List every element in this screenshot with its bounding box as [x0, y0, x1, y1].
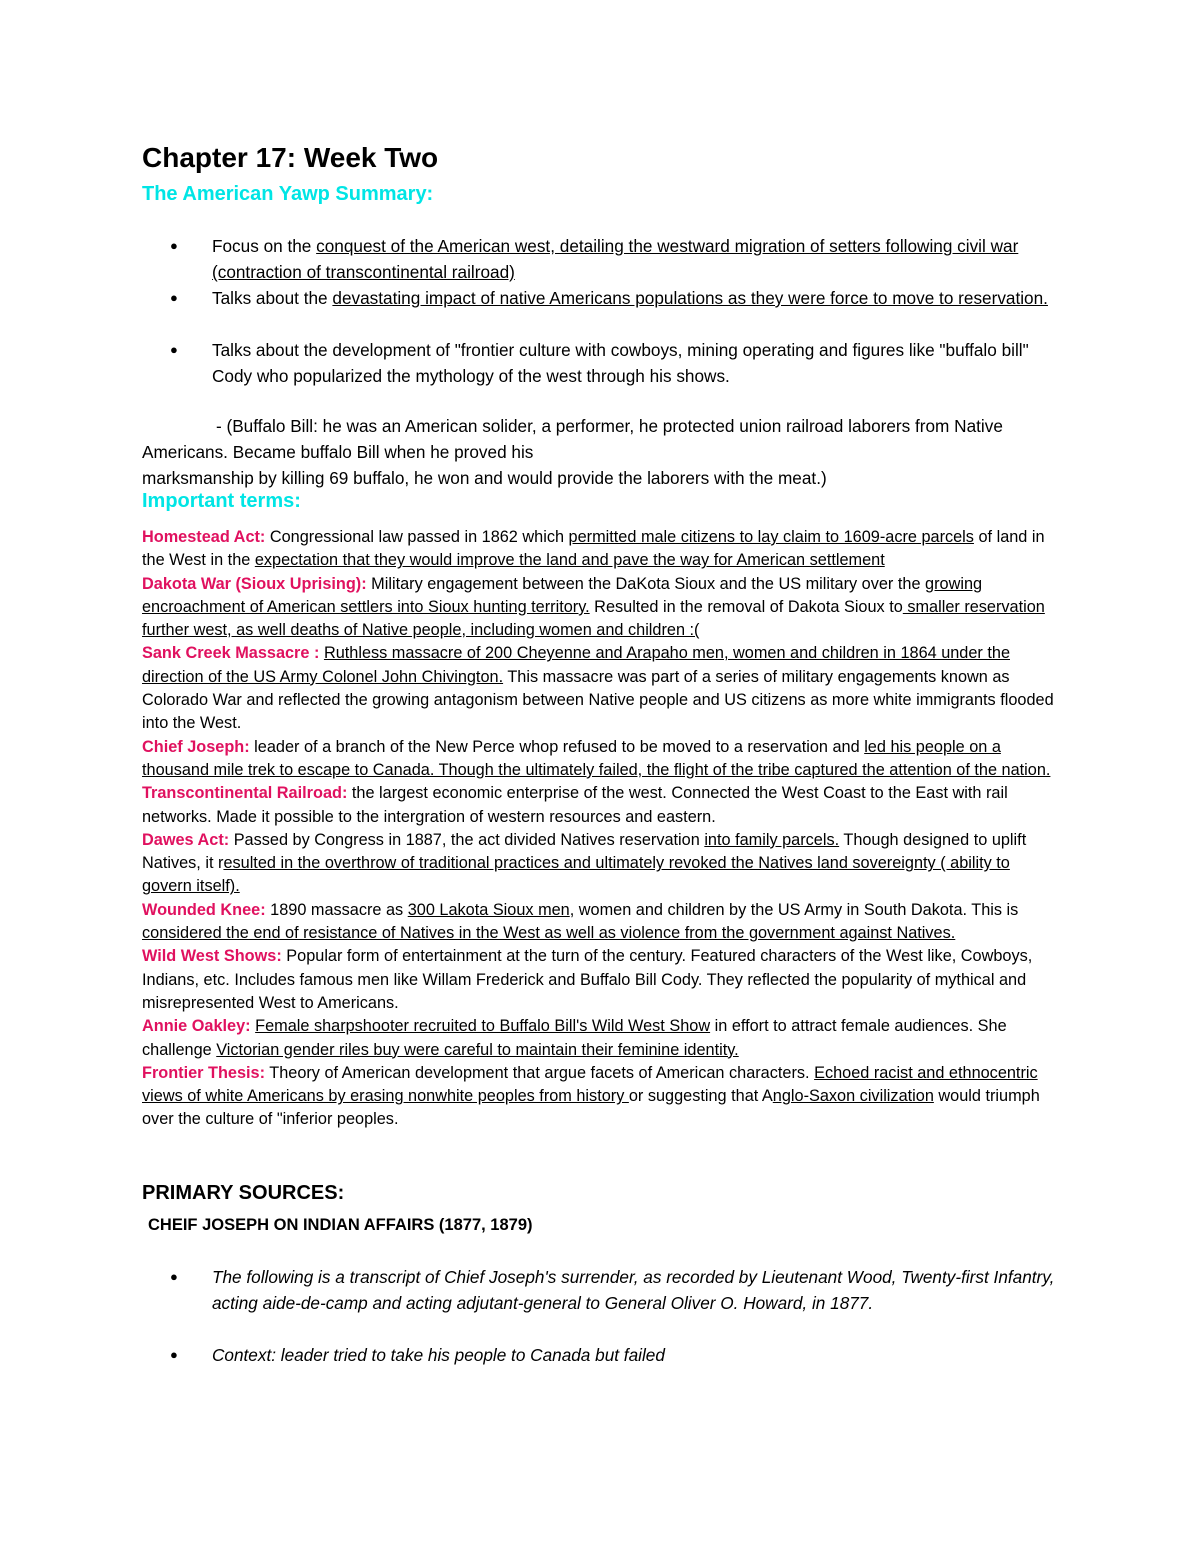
- source-bullet: [170, 1264, 1072, 1316]
- bullet-underlined-text: conquest of the American west, detailing the westward migration of setters following civil war (contraction of transcontinental railroad): [212, 236, 1019, 282]
- term-definition-text: in effort to attract female audiences. She challenge: [142, 1017, 1007, 1059]
- term-definition-text: Popular form of entertainment at the turn of the century. Featured characters of the West like, Cowboys, Indians, etc. Includes famous men like Willam Frederick and Buffalo Bill Cody. They reflected the popularity of mythical and misrepresented West to Americans.: [142, 947, 1033, 1012]
- term-entry: [142, 1062, 1064, 1132]
- term-entry: [142, 1015, 1064, 1062]
- term-name: Sank Creek Massacre :: [142, 644, 320, 663]
- term-underlined-text: Victorian gender riles buy were careful to maintain their feminine identity.: [216, 1040, 739, 1059]
- term-definition-text: Congressional law passed in 1862 which: [265, 528, 569, 546]
- term-name: Annie Oakley:: [142, 1017, 251, 1036]
- bullet-dot: ●: [170, 342, 178, 357]
- term-definition-text: of land in the West in the: [142, 528, 1045, 570]
- term-definition-text: Theory of American development that argue facets of American characters.: [265, 1063, 815, 1082]
- buffalo-note-line-2: marksmanship by killing 69 buffalo, he won and would provide the laborers with the meat.): [142, 468, 827, 488]
- term-underlined-text: permitted male citizens to lay claim to 1609-acre parcels: [568, 528, 974, 546]
- term-definition-text: , women and children by the US Army in South Dakota. This is: [569, 900, 1019, 919]
- term-name: Wounded Knee:: [142, 900, 266, 919]
- buffalo-bill-note: [142, 413, 1067, 465]
- term-definition-text: This massacre was part of a series of military engagements known as Colorado War and reflected the growing antagonism between Native people and US citizens as more white immigrants flooded into the West.: [142, 667, 1054, 733]
- term-underlined-text: growing encroachment of American settlers into Sioux hunting territory.: [142, 574, 983, 616]
- term-entry: [142, 945, 1064, 1015]
- bullet-dot: ●: [170, 1269, 178, 1284]
- term-name: Homestead Act:: [142, 528, 266, 546]
- term-underlined-text: led his people on a thousand mile trek to escape to Canada. Though the ultimately failed, the flight of the tribe captured the attention of the nation.: [142, 737, 1051, 779]
- term-entry: [142, 782, 1064, 829]
- term-entry: [142, 642, 1064, 735]
- term-entry: [142, 829, 1064, 899]
- term-underlined-text: esulted in the overthrow of traditional practices and ultimately revoked the Natives land sovereignty ( ability to govern itself).: [142, 854, 1010, 896]
- term-name: Wild West Shows:: [142, 947, 282, 966]
- term-name: Frontier Thesis:: [142, 1063, 266, 1082]
- term-name: Dawes Act:: [142, 830, 230, 849]
- term-underlined-text: nglo-Saxon civilization: [772, 1087, 934, 1106]
- summary-heading: The American Yawp Summary:: [142, 183, 434, 205]
- buffalo-note-line-1: - (Buffalo Bill: he was an American solider, a performer, he protected union railroad laborers from Native Americans. Became buffalo Bill when he proved his: [142, 416, 1003, 462]
- term-definition-text: would triumph over the culture of "inferior peoples.: [142, 1087, 1040, 1129]
- document-title: Chapter 17: Week Two: [142, 142, 439, 173]
- summary-bullet: [170, 233, 1072, 285]
- term-name: Dakota War (Sioux Uprising):: [142, 574, 367, 593]
- bullet-dot: ●: [170, 290, 178, 305]
- term-underlined-text: Female sharpshooter recruited to Buffalo Bill's Wild West Show: [255, 1017, 711, 1036]
- bullet-text: Talks about the: [212, 288, 333, 308]
- term-name: Transcontinental Railroad:: [142, 784, 348, 803]
- term-definition-text: or suggesting that A: [628, 1087, 773, 1106]
- bullet-dot: ●: [170, 238, 178, 253]
- terms-heading: Important terms:: [142, 490, 301, 512]
- term-definition-text: Passed by Congress in 1887, the act divided Natives reservation: [229, 830, 705, 849]
- bullet-text: Talks about the development of "frontier culture with cowboys, mining operating and figures like "buffalo bill" Cody who popularized the mythology of the west through his shows.: [212, 340, 1029, 386]
- term-definition-text: leader of a branch of the New Perce whop refused to be moved to a reservation and: [249, 737, 865, 756]
- term-definition-text: Military engagement between the DaKota Sioux and the US military over the: [366, 574, 926, 593]
- term-entry: [142, 899, 1064, 946]
- buffalo-bill-note-continued: [142, 465, 1067, 491]
- bullet-text: Focus on the: [212, 236, 317, 256]
- term-definition-text: Resulted in the removal of Dakota Sioux to: [589, 597, 903, 616]
- term-underlined-text: expectation that they would improve the land and pave the way for American settlement: [254, 551, 885, 570]
- term-entry: [142, 526, 1064, 573]
- term-entry: [142, 573, 1064, 643]
- term-underlined-text: Echoed racist and ethnocentric views of white Americans by erasing nonwhite peoples from history: [142, 1063, 1038, 1106]
- term-entry: [142, 736, 1064, 783]
- primary-sources-heading: PRIMARY SOURCES:: [142, 1182, 345, 1204]
- bullet-text: The following is a transcript of Chief Joseph's surrender, as recorded by Lieutenant Wood, Twenty-first Infantry, acting aide-de-camp and acting adjutant-general to General Oliver O. Howard, in 1877.: [212, 1267, 1055, 1313]
- term-definition-text: the largest economic enterprise of the west. Connected the West Coast to the East with rail networks. Made it possible to the intergration of western resources and eastern.: [142, 784, 1008, 826]
- summary-bullet: [170, 337, 1072, 389]
- term-definition-text: Though designed to uplift Natives, it r: [142, 830, 1027, 873]
- term-underlined-text: considered the end of resistance of Natives in the West as well as violence from the government against Natives.: [142, 924, 956, 943]
- term-definition-text: 1890 massacre as: [265, 900, 408, 919]
- terms-list: [142, 526, 1064, 1132]
- bullet-text: Context: leader tried to take his people to Canada but failed: [212, 1345, 665, 1365]
- term-underlined-text: 300 Lakota Sioux men: [407, 900, 570, 919]
- source-title: CHEIF JOSEPH ON INDIAN AFFAIRS (1877, 1879): [148, 1216, 533, 1234]
- term-underlined-text: into family parcels.: [704, 830, 840, 849]
- bullet-underlined-text: devastating impact of native Americans populations as they were force to move to reservation.: [332, 288, 1048, 308]
- term-underlined-text: Ruthless massacre of 200 Cheyenne and Arapaho men, women and children in 1864 under the direction of the US Army Colonel John Chivington.: [142, 644, 1010, 686]
- bullet-dot: ●: [170, 1347, 178, 1362]
- term-name: Chief Joseph:: [142, 737, 250, 756]
- source-bullet: [170, 1342, 1072, 1368]
- term-underlined-text: smaller reservation further west, as well deaths of Native people, including women and children :(: [142, 597, 1045, 640]
- summary-bullet: [170, 285, 1072, 311]
